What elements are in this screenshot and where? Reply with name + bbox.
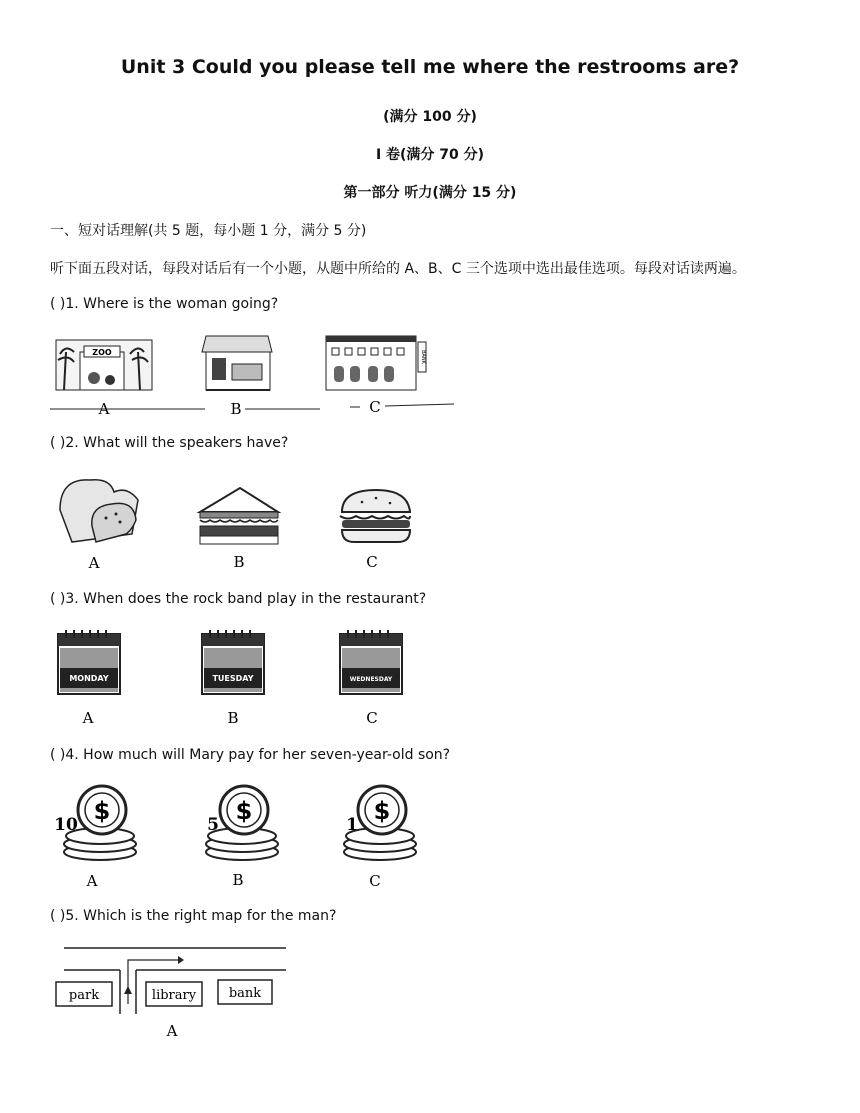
calendar-monday	[58, 630, 120, 694]
q2-options	[50, 470, 420, 575]
q1-option-a: A	[98, 400, 110, 418]
question-3: ( )3. When does the rock band play in the restaurant?	[50, 591, 427, 607]
svg-text:$: $	[93, 797, 111, 825]
coins-10	[54, 786, 136, 860]
question-2: ( )2. What will the speakers have?	[50, 435, 289, 451]
q1-option-b: B	[230, 400, 242, 418]
q2-option-c: C	[366, 553, 378, 571]
svg-text:10: 10	[54, 815, 78, 835]
section-heading: 一、短对话理解(共 5 题，每小题 1 分，满分 5 分)	[50, 223, 367, 239]
q3-option-a: A	[82, 709, 94, 727]
svg-text:MONDAY: MONDAY	[69, 674, 109, 683]
q3-option-c: C	[366, 709, 378, 727]
coins-1	[344, 786, 416, 860]
volume-heading: I 卷(满分 70 分)	[375, 147, 485, 163]
q1-option-c: C	[369, 398, 381, 416]
page-title: Unit 3 Could you please tell me where the restrooms are?	[120, 56, 740, 78]
svg-text:$: $	[235, 797, 253, 825]
q4-option-c: C	[369, 872, 381, 890]
question-1: ( )1. Where is the woman going?	[50, 296, 279, 312]
zoo-sign: ZOO	[92, 348, 112, 357]
q3-options	[50, 626, 420, 726]
q3-option-b: B	[227, 709, 239, 727]
svg-text:5: 5	[207, 815, 219, 835]
calendar-wednesday	[340, 630, 402, 694]
shop-picture	[202, 336, 272, 390]
zoo-picture	[56, 340, 152, 390]
hamburger-picture	[340, 490, 410, 542]
bank-sign: BANK	[420, 350, 426, 364]
q1-options	[50, 330, 460, 420]
svg-text:library: library	[151, 988, 197, 1003]
question-4: ( )4. How much will Mary pay for her seven-year-old son?	[50, 747, 451, 763]
question-5: ( )5. Which is the right map for the man?	[50, 908, 337, 924]
q4-option-b: B	[232, 871, 244, 889]
coins-5	[206, 786, 278, 860]
q4-option-a: A	[86, 872, 98, 890]
bread-picture	[60, 480, 138, 542]
q5-option-a: A	[166, 1022, 178, 1040]
q4-options	[50, 782, 430, 892]
instructions: 听下面五段对话，每段对话后有一个小题，从题中所给的 A、B、C 三个选项中选出最佳选项。每段对话读两遍。	[50, 261, 746, 277]
full-score: (满分 100 分)	[383, 109, 477, 125]
q5-map	[50, 940, 300, 1045]
part-heading: 第一部分 听力(满分 15 分)	[343, 185, 517, 201]
calendar-tuesday	[202, 630, 264, 694]
svg-text:$: $	[373, 797, 391, 825]
q2-option-a: A	[88, 554, 100, 572]
q2-option-b: B	[233, 553, 245, 571]
svg-text:bank: bank	[228, 986, 262, 1001]
svg-text:1: 1	[346, 815, 358, 835]
svg-text:WEDNESDAY: WEDNESDAY	[349, 676, 393, 683]
svg-text:park: park	[68, 988, 100, 1003]
sandwich-picture	[200, 488, 278, 544]
bank-picture	[326, 336, 426, 390]
svg-text:TUESDAY: TUESDAY	[212, 674, 254, 683]
